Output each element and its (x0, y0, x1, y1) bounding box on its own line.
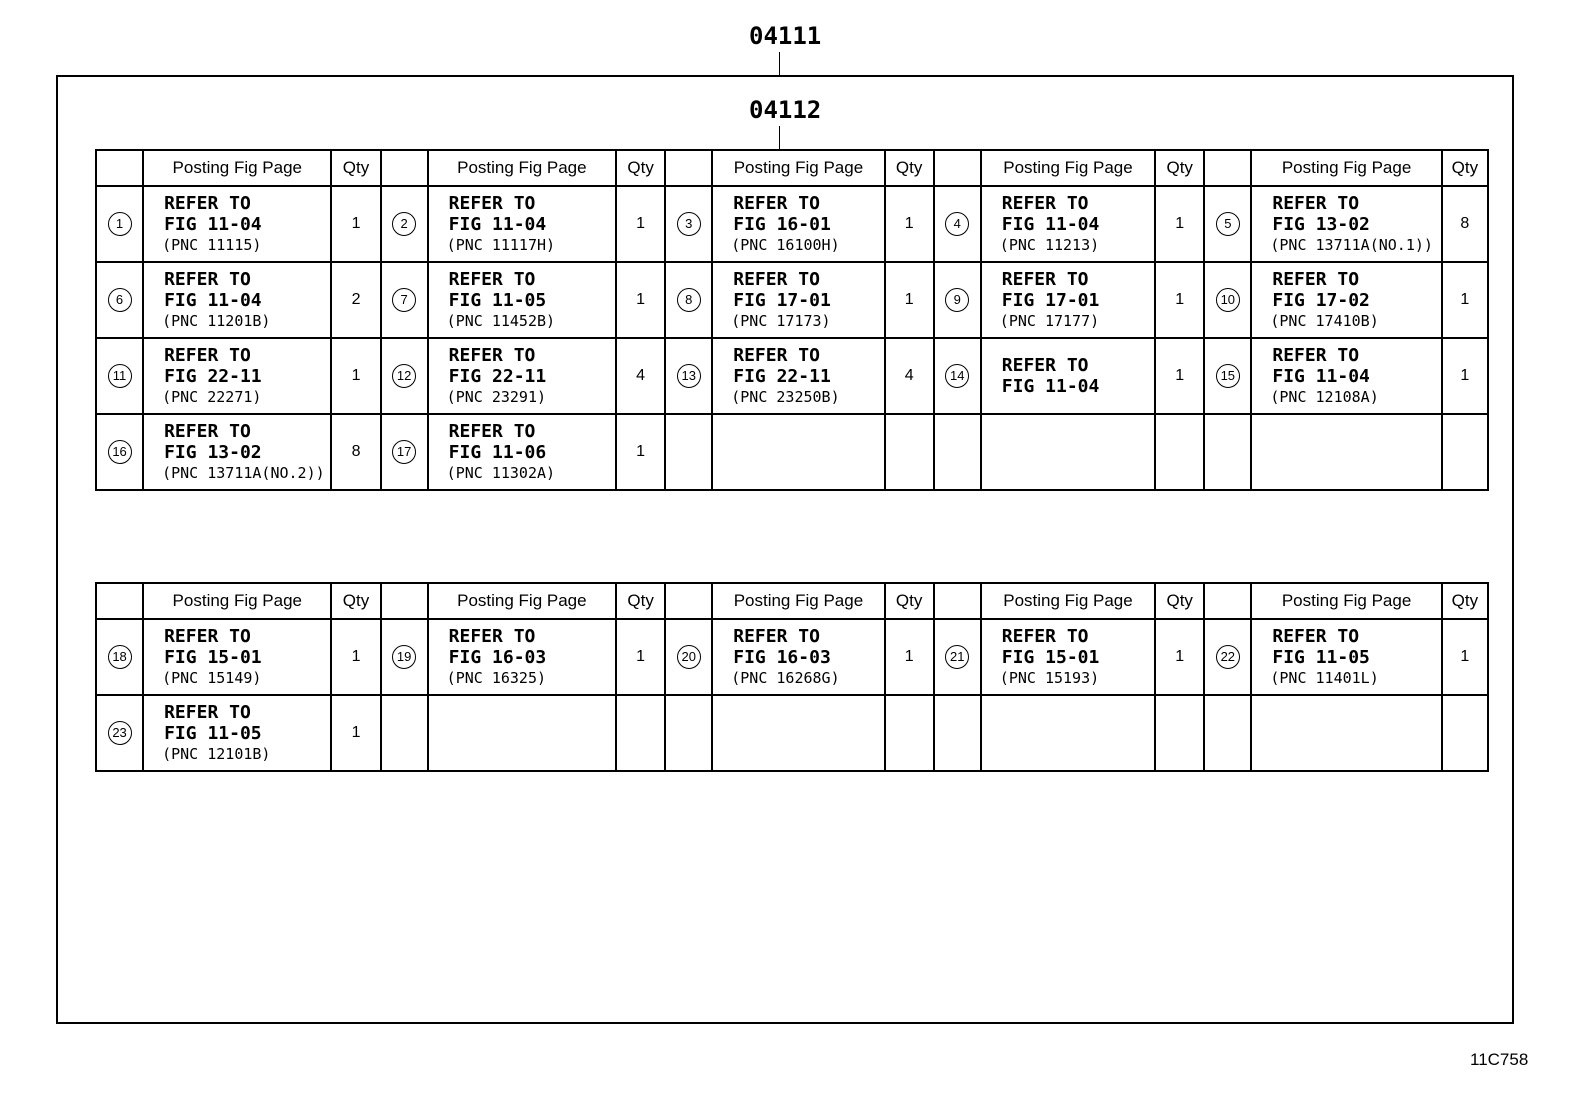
qty-cell (885, 695, 934, 771)
item-number-cell (1204, 338, 1251, 414)
reference-text (429, 421, 615, 484)
qty-cell (1155, 414, 1204, 490)
item-number-cell (934, 262, 981, 338)
fig-number-text: FIG 17-01 (1001, 289, 1100, 311)
item-number-cell (96, 414, 143, 490)
refer-to-text: REFER TO (1001, 268, 1089, 290)
item-number-cell (665, 262, 712, 338)
refer-to-text: REFER TO (448, 420, 536, 442)
refer-to-text: REFER TO (164, 268, 251, 290)
qty-cell: 1 (1442, 619, 1488, 695)
item-number-cell (381, 186, 428, 262)
refer-to-text: REFER TO (164, 192, 251, 214)
inner-assembly-label: 04112 (749, 96, 822, 124)
item-number-circle: 14 (945, 364, 969, 388)
qty-cell: 1 (331, 186, 380, 262)
item-number-cell (665, 695, 712, 771)
refer-to-text: REFER TO (1001, 625, 1089, 647)
reference-text (429, 345, 615, 408)
posting-fig-page-cell (143, 262, 331, 338)
posting-fig-page-cell (428, 186, 616, 262)
refer-to-text: REFER TO (733, 192, 820, 214)
item-number-circle: 19 (392, 645, 416, 669)
fig-number-text: FIG 11-05 (1272, 646, 1370, 668)
reference-text (144, 421, 330, 484)
item-number-circle: 10 (1216, 288, 1240, 312)
reference-text (982, 355, 1154, 397)
qty-cell: 4 (616, 338, 665, 414)
posting-fig-page-cell (712, 262, 884, 338)
item-number-cell (665, 186, 712, 262)
qty-cell: 1 (885, 262, 934, 338)
item-number-cell (96, 262, 143, 338)
header-blank (934, 583, 981, 619)
refer-to-text: REFER TO (1272, 192, 1360, 214)
table-row (96, 414, 1488, 490)
item-number-cell (1204, 619, 1251, 695)
item-number-circle: 4 (945, 212, 969, 236)
qty-cell: 1 (885, 619, 934, 695)
posting-fig-page-cell (1251, 619, 1441, 695)
reference-text (982, 193, 1154, 256)
posting-fig-page-cell (143, 414, 331, 490)
item-number-cell (381, 619, 428, 695)
header-posting-fig-page: Posting Fig Page (143, 583, 331, 619)
qty-cell: 1 (885, 186, 934, 262)
refer-to-text: REFER TO (1001, 192, 1089, 214)
item-number-circle: 13 (677, 364, 701, 388)
fig-number-text: FIG 11-04 (164, 213, 262, 235)
reference-text (713, 269, 883, 332)
pnc-text: (PNC 15193) (999, 668, 1100, 687)
header-posting-fig-page: Posting Fig Page (981, 150, 1155, 186)
qty-cell (1155, 695, 1204, 771)
fig-number-text: FIG 22-11 (448, 365, 547, 387)
fig-number-text: FIG 16-01 (733, 213, 831, 235)
fig-number-text: FIG 17-02 (1272, 289, 1370, 311)
header-blank (96, 150, 143, 186)
reference-text (144, 702, 330, 765)
item-number-cell (96, 338, 143, 414)
item-number-cell (665, 414, 712, 490)
pnc-text: (PNC 11117H) (446, 235, 556, 254)
item-number-cell (934, 338, 981, 414)
refer-to-text: REFER TO (448, 268, 536, 290)
pnc-text: (PNC 17410B) (1270, 311, 1379, 330)
posting-fig-page-cell (981, 262, 1155, 338)
posting-fig-page-cell (712, 695, 884, 771)
outer-leader-line (779, 52, 780, 76)
pnc-text: (PNC 12101B) (162, 744, 271, 763)
header-posting-fig-page: Posting Fig Page (981, 583, 1155, 619)
item-number-cell (381, 338, 428, 414)
header-qty: Qty (1442, 583, 1488, 619)
qty-cell: 1 (616, 186, 665, 262)
table-row (96, 262, 1488, 338)
reference-table-2 (95, 582, 1489, 772)
reference-text (1252, 269, 1440, 332)
header-blank (665, 583, 712, 619)
item-number-cell (381, 695, 428, 771)
header-qty: Qty (616, 150, 665, 186)
pnc-text: (PNC 17177) (999, 311, 1100, 330)
posting-fig-page-cell (712, 186, 884, 262)
header-qty: Qty (616, 583, 665, 619)
header-blank (1204, 150, 1251, 186)
refer-to-text: REFER TO (164, 344, 251, 366)
item-number-cell (1204, 262, 1251, 338)
pnc-text: (PNC 11401L) (1270, 668, 1379, 687)
pnc-text: (PNC 16268G) (731, 668, 840, 687)
fig-number-text: FIG 16-03 (733, 646, 831, 668)
fig-number-text: FIG 11-05 (164, 722, 262, 744)
item-number-circle: 18 (108, 645, 132, 669)
item-number-circle: 2 (392, 212, 416, 236)
reference-text (429, 626, 615, 689)
qty-cell: 8 (1442, 186, 1488, 262)
item-number-circle: 15 (1216, 364, 1240, 388)
pnc-text: (PNC 12108A) (1270, 387, 1379, 406)
qty-cell: 1 (616, 619, 665, 695)
header-posting-fig-page: Posting Fig Page (428, 150, 616, 186)
reference-text (982, 626, 1154, 689)
fig-number-text: FIG 11-04 (1001, 376, 1100, 397)
fig-number-text: FIG 11-04 (164, 289, 262, 311)
header-blank (665, 150, 712, 186)
fig-number-text: FIG 11-04 (448, 213, 547, 235)
item-number-cell (665, 338, 712, 414)
posting-fig-page-cell (981, 619, 1155, 695)
pnc-text: (PNC 11201B) (162, 311, 271, 330)
fig-number-text: FIG 11-04 (1001, 213, 1100, 235)
qty-cell: 1 (1155, 186, 1204, 262)
posting-fig-page-cell (428, 338, 616, 414)
header-qty: Qty (331, 150, 380, 186)
fig-number-text: FIG 11-04 (1272, 365, 1370, 387)
item-number-cell (1204, 186, 1251, 262)
header-qty: Qty (1442, 150, 1488, 186)
header-blank (96, 583, 143, 619)
pnc-text: (PNC 16100H) (731, 235, 840, 254)
item-number-circle: 3 (677, 212, 701, 236)
pnc-text: (PNC 11302A) (446, 463, 556, 482)
reference-text (713, 193, 883, 256)
refer-to-text: REFER TO (733, 625, 820, 647)
posting-fig-page-cell (1251, 338, 1441, 414)
posting-fig-page-cell (428, 619, 616, 695)
header-posting-fig-page: Posting Fig Page (428, 583, 616, 619)
header-qty: Qty (885, 583, 934, 619)
item-number-circle: 16 (108, 440, 132, 464)
fig-number-text: FIG 11-05 (448, 289, 547, 311)
qty-cell: 1 (331, 619, 380, 695)
qty-cell: 2 (331, 262, 380, 338)
qty-cell: 1 (331, 695, 380, 771)
header-blank (381, 583, 428, 619)
posting-fig-page-cell (1251, 414, 1441, 490)
item-number-circle: 20 (677, 645, 701, 669)
header-blank (934, 150, 981, 186)
header-row (96, 583, 1488, 619)
header-blank (1204, 583, 1251, 619)
item-number-circle: 22 (1216, 645, 1240, 669)
reference-text (982, 269, 1154, 332)
item-number-cell (934, 619, 981, 695)
qty-cell: 8 (331, 414, 380, 490)
qty-cell: 1 (616, 414, 665, 490)
refer-to-text: REFER TO (164, 701, 251, 723)
item-number-cell (381, 262, 428, 338)
item-number-circle: 8 (677, 288, 701, 312)
pnc-text: (PNC 23291) (446, 387, 547, 406)
outer-assembly-label: 04111 (749, 22, 822, 50)
pnc-text: (PNC 11115) (162, 235, 262, 254)
item-number-cell (934, 186, 981, 262)
item-number-circle: 6 (108, 288, 132, 312)
reference-text (713, 345, 883, 408)
item-number-cell (96, 186, 143, 262)
header-posting-fig-page: Posting Fig Page (143, 150, 331, 186)
fig-number-text: FIG 16-03 (448, 646, 547, 668)
item-number-circle: 5 (1216, 212, 1240, 236)
posting-fig-page-cell (143, 338, 331, 414)
header-qty: Qty (1155, 583, 1204, 619)
fig-number-text: FIG 17-01 (733, 289, 831, 311)
item-number-cell (96, 619, 143, 695)
qty-cell: 1 (1442, 262, 1488, 338)
header-row (96, 150, 1488, 186)
fig-number-text: FIG 22-11 (164, 365, 262, 387)
reference-text (429, 193, 615, 256)
item-number-circle: 11 (108, 364, 132, 388)
item-number-circle: 7 (392, 288, 416, 312)
qty-cell: 1 (1155, 262, 1204, 338)
qty-cell: 1 (616, 262, 665, 338)
reference-text (1252, 193, 1440, 256)
item-number-cell (96, 695, 143, 771)
posting-fig-page-cell (143, 619, 331, 695)
posting-fig-page-cell (143, 186, 331, 262)
inner-leader-line (779, 126, 780, 150)
qty-cell (616, 695, 665, 771)
posting-fig-page-cell (428, 695, 616, 771)
refer-to-text: REFER TO (164, 420, 251, 442)
item-number-circle: 12 (392, 364, 416, 388)
item-number-cell (1204, 414, 1251, 490)
refer-to-text: REFER TO (448, 192, 536, 214)
item-number-circle: 1 (108, 212, 132, 236)
reference-text (144, 345, 330, 408)
posting-fig-page-cell (712, 338, 884, 414)
header-posting-fig-page: Posting Fig Page (1251, 150, 1441, 186)
refer-to-text: REFER TO (1272, 625, 1360, 647)
table-row (96, 338, 1488, 414)
refer-to-text: REFER TO (1001, 355, 1089, 376)
qty-cell: 1 (1155, 619, 1204, 695)
refer-to-text: REFER TO (733, 268, 820, 290)
refer-to-text: REFER TO (448, 625, 536, 647)
reference-text (144, 269, 330, 332)
posting-fig-page-cell (428, 414, 616, 490)
fig-number-text: FIG 11-06 (448, 441, 547, 463)
reference-text (144, 193, 330, 256)
qty-cell (885, 414, 934, 490)
posting-fig-page-cell (1251, 186, 1441, 262)
fig-number-text: FIG 13-02 (164, 441, 262, 463)
reference-text (1252, 626, 1440, 689)
refer-to-text: REFER TO (164, 625, 251, 647)
table-row (96, 619, 1488, 695)
item-number-circle: 23 (108, 721, 132, 745)
refer-to-text: REFER TO (1272, 268, 1360, 290)
qty-cell: 4 (885, 338, 934, 414)
posting-fig-page-cell (143, 695, 331, 771)
table-row (96, 695, 1488, 771)
reference-text (713, 626, 883, 689)
header-qty: Qty (885, 150, 934, 186)
reference-table-1 (95, 149, 1489, 491)
header-posting-fig-page: Posting Fig Page (712, 150, 884, 186)
fig-number-text: FIG 13-02 (1272, 213, 1370, 235)
reference-text (144, 626, 330, 689)
posting-fig-page-cell (712, 619, 884, 695)
refer-to-text: REFER TO (1272, 344, 1360, 366)
item-number-circle: 9 (945, 288, 969, 312)
item-number-cell (665, 619, 712, 695)
header-blank (381, 150, 428, 186)
posting-fig-page-cell (1251, 262, 1441, 338)
reference-text (1252, 345, 1440, 408)
item-number-cell (1204, 695, 1251, 771)
fig-number-text: FIG 22-11 (733, 365, 831, 387)
posting-fig-page-cell (428, 262, 616, 338)
header-posting-fig-page: Posting Fig Page (1251, 583, 1441, 619)
pnc-text: (PNC 11452B) (446, 311, 556, 330)
qty-cell (1442, 695, 1488, 771)
pnc-text: (PNC 13711A(NO.2)) (162, 463, 325, 482)
refer-to-text: REFER TO (448, 344, 536, 366)
posting-fig-page-cell (712, 414, 884, 490)
reference-text (429, 269, 615, 332)
figure-id: 11C758 (1470, 1050, 1529, 1069)
posting-fig-page-cell (1251, 695, 1441, 771)
refer-to-text: REFER TO (733, 344, 820, 366)
item-number-cell (934, 414, 981, 490)
pnc-text: (PNC 17173) (731, 311, 831, 330)
item-number-circle: 21 (945, 645, 969, 669)
pnc-text: (PNC 11213) (999, 235, 1100, 254)
posting-fig-page-cell (981, 414, 1155, 490)
fig-number-text: FIG 15-01 (164, 646, 262, 668)
header-qty: Qty (331, 583, 380, 619)
qty-cell (1442, 414, 1488, 490)
item-number-circle: 17 (392, 440, 416, 464)
header-posting-fig-page: Posting Fig Page (712, 583, 884, 619)
pnc-text: (PNC 22271) (162, 387, 262, 406)
item-number-cell (934, 695, 981, 771)
fig-number-text: FIG 15-01 (1001, 646, 1100, 668)
pnc-text: (PNC 16325) (446, 668, 547, 687)
table-row (96, 186, 1488, 262)
qty-cell: 1 (331, 338, 380, 414)
posting-fig-page-cell (981, 695, 1155, 771)
posting-fig-page-cell (981, 186, 1155, 262)
header-qty: Qty (1155, 150, 1204, 186)
qty-cell: 1 (1442, 338, 1488, 414)
pnc-text: (PNC 15149) (162, 668, 262, 687)
posting-fig-page-cell (981, 338, 1155, 414)
pnc-text: (PNC 23250B) (731, 387, 840, 406)
pnc-text: (PNC 13711A(NO.1)) (1270, 235, 1433, 254)
qty-cell: 1 (1155, 338, 1204, 414)
item-number-cell (381, 414, 428, 490)
